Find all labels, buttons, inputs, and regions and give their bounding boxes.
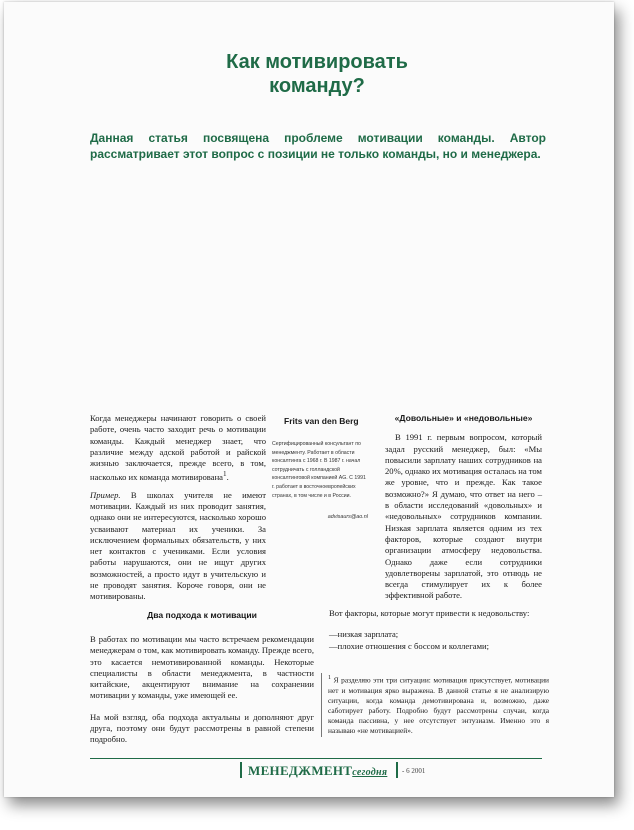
footnote-mark: 1	[328, 675, 332, 681]
column-left-bottom	[90, 634, 314, 756]
paragraph: Вот факторы, которые могут привести к недовольству:	[329, 608, 530, 618]
list-item: —плохие отношения с боссом и коллегами;	[329, 640, 490, 651]
article-title	[0, 50, 634, 98]
magazine-logo: МЕНЕДЖМЕНТсегодня	[248, 763, 388, 778]
section-heading-two-approaches: Два подхода к мотивации	[147, 610, 257, 620]
section-heading-block	[90, 570, 314, 631]
author-bio: Сертифицированный консультант по менеджменту. Работает в области консалтинга с 1968 г. В 1987 г. начал сотрудничать с голландской консалтинговой компанией AG. С 1991 г. работает в восточноевропейских странах, в том числе и в России.	[272, 441, 366, 499]
paragraph: Когда менеджеры начинают говорить о своей работе, очень часто заходит речь о мотивации команды. Каждый менеджер знает, что различие между адской работой и райской жизнью заключается, прежде всего, в том, насколько их команда мотивирована$^1$.	[90, 413, 266, 483]
footnote-text: Я разделяю эти три ситуации: мотивация присутствует, мотивации нет и мотивация ярко выражена. В данной статье я не анализирую ситуации, когда команда демотивирована и, возможно, даже саботирует работу. Подробно будут рассмотрены случаи, когда команда пассивна, у нее отсутствует энтузиазм. Именно это я называю «не мотивацией».	[328, 675, 549, 736]
article-lead: Данная статья посвящена проблеме мотивации команды. Автор рассматривает этот вопрос с позиции не только команды, но и менеджера.	[90, 131, 546, 161]
paragraph: Пример. В школах учителя не имеют мотивации. Каждый из них проводит занятия, однако они не интересуются, насколько хорошо усваивают материал их ученики. За исключением формальных обязательств, у них нет контактов с учениками. Если условия работы нарушаются, они не ищут других возможностей, а просто идут в учительскую и не проводят занятия. Короче говоря, они не мотивированы.	[90, 489, 266, 602]
column-right-top	[385, 413, 542, 602]
author-email: advisaurs@ao.nl	[327, 514, 368, 521]
column-right-bottom	[329, 608, 542, 652]
footer-divider	[396, 762, 398, 778]
author-box	[272, 416, 368, 520]
article-title-line-1: Как мотивировать	[226, 51, 408, 73]
article-title-line-2: команду?	[269, 75, 365, 97]
author-name: Frits van den Berg	[284, 416, 359, 426]
example-label: Пример.	[90, 489, 121, 500]
footer-rule	[90, 758, 542, 759]
section-heading-satisfied: «Довольные» и «недовольные»	[394, 413, 533, 423]
issue-number: - 6 2001	[402, 767, 426, 775]
list-item: —низкая зарплата;	[329, 629, 399, 640]
footer-divider	[240, 762, 242, 778]
footnote	[321, 673, 549, 737]
paragraph: В 1991 г. первым вопросом, который задал русский менеджер, был: «Мы повысили зарплату наших сотрудников на 20%, однако их мотивация осталась на том же уровне, что и прежде. Как такое возможно?» Я думаю, что ответ на него – в области исследований «довольных» и «недовольных» сотрудников компании. Низкая зарплата является одним из тех факторов, которые создают внутри организации атмосферу недовольства. Однако даже если сотрудники удовлетворены зарплатой, это отнюдь не всегда стимулирует их к более эффективной работе.	[385, 432, 542, 601]
paragraph: В работах по мотивации мы часто встречаем рекомендации менеджерам о том, как мотивировать команду. Прежде всего, это касается немотивированной команды. Некоторые специалисты в области менеджмента, в частности китайские, акцентируют внимание на сохранении мотивации у команды, уже имеющей ее.	[90, 634, 314, 701]
paragraph: На мой взгляд, оба подхода актуальны и дополняют друг друга, поэтому они будут рассмотрены в равной степени подробно.	[90, 711, 314, 745]
footnote-ref: 1	[222, 470, 227, 479]
